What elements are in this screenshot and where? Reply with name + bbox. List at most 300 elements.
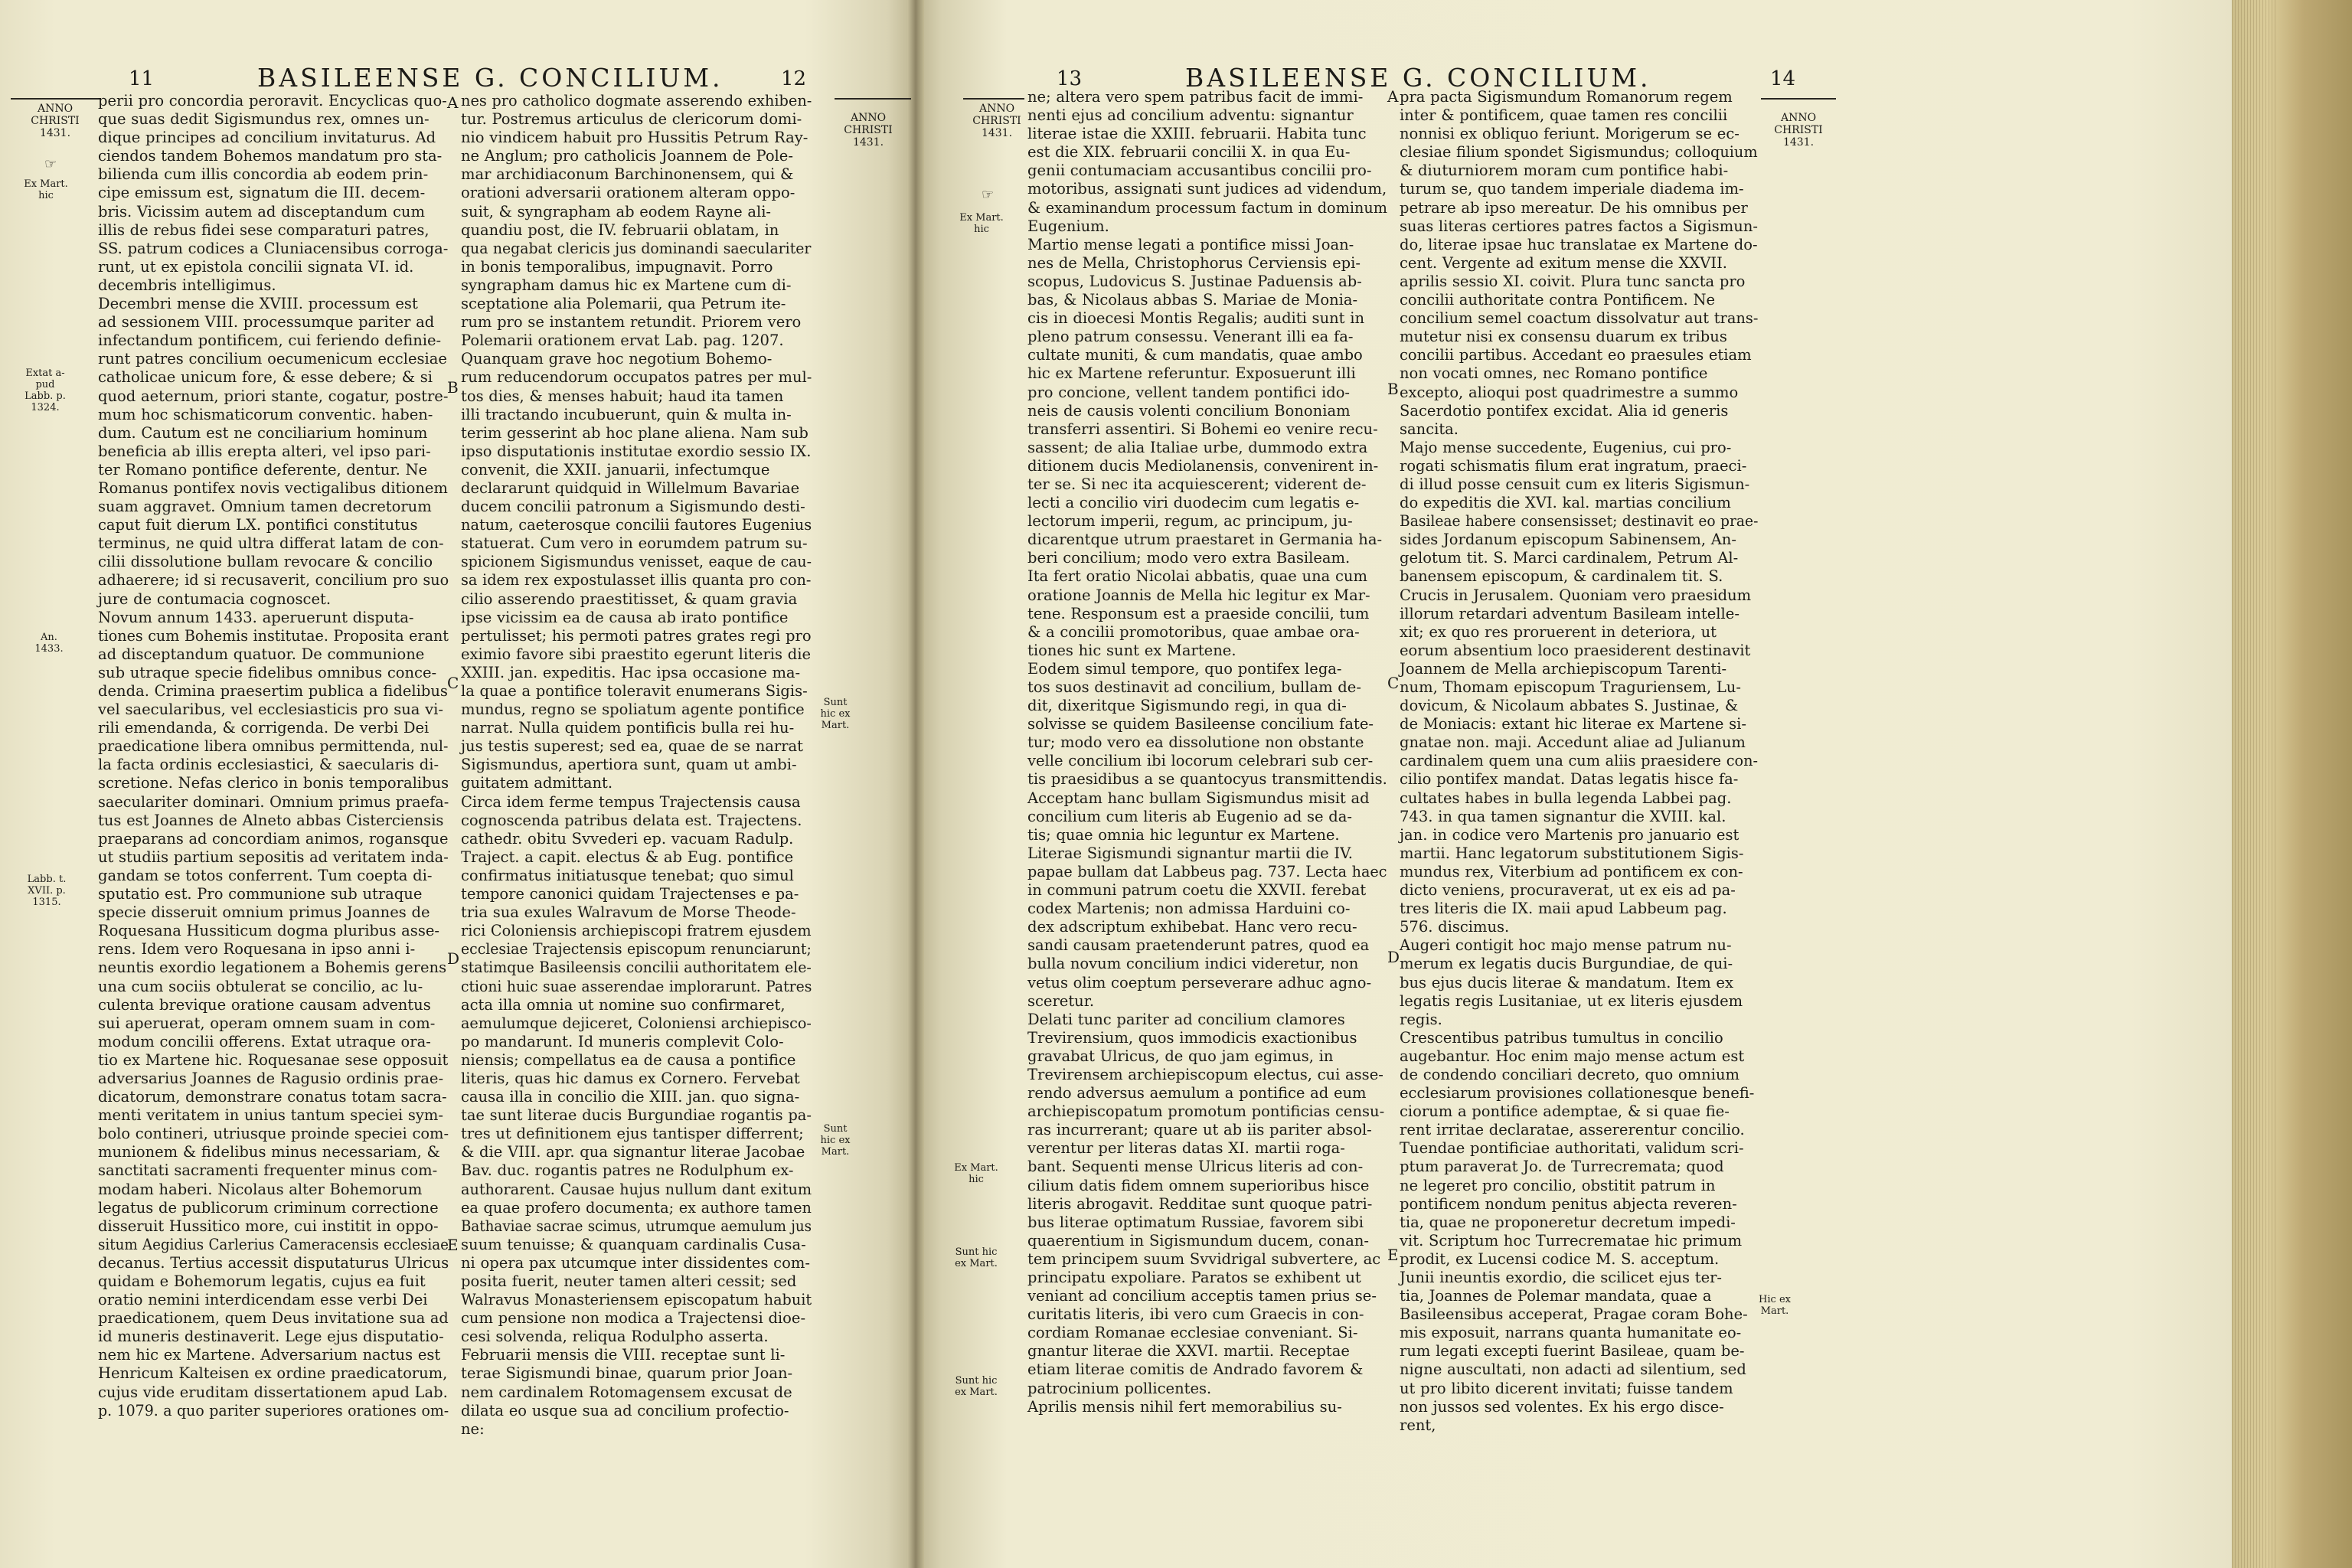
text-line: transferri assentiri. Si Bohemi eo venire recu- (1027, 420, 1378, 438)
text-line: cilio asserendo praestitisset, & quam gravia (461, 590, 798, 608)
text-line: la quae a pontifice toleravit enumerans Sigis- (461, 682, 808, 700)
text-line: mar archidiaconum Barchinonensem, qui & (461, 165, 794, 184)
page-number-14: 14 (1770, 67, 1796, 90)
text-line: bolo contineri, utriusque proinde speciei com- (98, 1125, 449, 1143)
text-line: merum ex legatis ducis Burgundiae, de qui- (1400, 955, 1733, 973)
text-line: pleno patrum consessu. Venerant illi ea fa- (1027, 328, 1354, 346)
text-line: tiones hic sunt ex Martene. (1027, 641, 1236, 659)
text-line: nes pro catholico dogmate asserendo exhiben- (461, 92, 812, 109)
text-line: Augeri contigit hoc majo mense patrum nu- (1400, 936, 1732, 955)
text-line: mundus, regno se spoliatum agente pontifice (461, 701, 805, 719)
text-line: suas literas certiores patres factos a Sigismun- (1400, 217, 1758, 235)
text-line: praedicationem, quem Deus invitatione sua ad (98, 1309, 449, 1328)
text-line: modum concilii offerens. Extat utraque ora- (98, 1032, 431, 1050)
text-line: cultate muniti, & cum mandatis, quae ambo (1027, 346, 1363, 364)
text-line: sandi causam praetenderunt patres, quod ea (1027, 936, 1370, 955)
margin-note-labb: Labb. t. XVII. p. 1315. (27, 874, 67, 908)
section-letter-right-e: E (1387, 1246, 1399, 1264)
text-line: ptum paraverat Jo. de Turrecremata; quod (1400, 1158, 1724, 1176)
margin-year-right-outer: ANNO CHRISTI 1431. (1774, 112, 1823, 149)
text-line: terae Sigismundi binae, quarum prior Joan- (461, 1364, 793, 1383)
text-line: bilienda cum illis concordia ab eodem prin- (98, 165, 429, 184)
margin-note-hic-ex-mart: Hic ex Mart. (1759, 1294, 1791, 1317)
text-line: cordiam Romanae ecclesiae conveniant. Si- (1027, 1324, 1358, 1342)
text-line: dicatorum, demonstrare conatus totam sacra- (98, 1088, 447, 1106)
text-line: banensem episcopum, & cardinalem tit. S. (1400, 567, 1723, 586)
manicule-icon: ☞ (44, 156, 57, 172)
text-line: bant. Sequenti mense Ulricus literis ad con- (1027, 1158, 1364, 1176)
page-number-12: 12 (781, 67, 807, 90)
left-margin-rule (11, 98, 101, 100)
text-line: eximio favore sibi praestito egerunt literis die (461, 645, 811, 663)
page-number-11: 11 (129, 67, 155, 90)
text-line: mundus rex, Viterbium ad pontificem ex con- (1400, 862, 1743, 880)
text-line: tia, quae ne proponeretur decretum impedi- (1400, 1213, 1736, 1231)
text-line: oratio nemini interdicendam esse verbi Dei (98, 1291, 428, 1309)
text-line: dicto veniens, procuraverat, ut ex eis ad pa- (1400, 881, 1736, 900)
text-line: ducem concilii patronum a Sigismundo desti- (461, 498, 805, 516)
text-line: mum hoc schismaticorum conventic. haben- (98, 405, 433, 423)
text-line: ut pro libito dicerent invitati; fuisse tandem (1400, 1379, 1733, 1397)
text-line: Februarii mensis die VIII. receptae sunt li- (461, 1346, 786, 1364)
text-line: ras incurrerant; quare ut ab iis pariter absol- (1027, 1121, 1372, 1139)
text-line: praedicatione libera omnibus permittenda, nul- (98, 737, 449, 756)
text-line: non jussos sed volentes. Ex his ergo disce- (1400, 1397, 1724, 1416)
text-line: declararunt quidquid in Willelmum Bavariae (461, 479, 800, 497)
text-line: ecclesiarum provisiones collationesque benefi- (1400, 1084, 1755, 1102)
text-line: ne Anglum; pro catholicis Joannem de Pole- (461, 147, 793, 165)
text-line: dique principes ad concilium invitaturus. Ad (98, 129, 436, 147)
text-line: literis abrogavit. Redditae sunt quoque patri- (1027, 1194, 1373, 1213)
text-line: ad sessionem VIII. processumque pariter ad (98, 313, 435, 332)
text-line: Junii ineuntis exordio, die scilicet ejus ter- (1400, 1269, 1723, 1286)
text-line: vit. Scriptum hoc Turrecrematae hic primum (1400, 1231, 1743, 1250)
right-running-head: BASILEENSE G. CONCILIUM. (1185, 63, 1651, 93)
text-line: Roquesana Hussiticum dogma pluribus asse- (98, 922, 439, 940)
text-line: pro concione, vellent tandem pontifici ido- (1027, 383, 1351, 401)
text-line: scopus, Ludovicus S. Justinae Paduensis ab- (1027, 272, 1362, 290)
text-line: infectandum pontificem, cui feriendo definie- (98, 332, 442, 350)
text-line: rogati schismatis filum erat ingratum, praeci- (1400, 456, 1747, 475)
text-line: literis, quas hic damus ex Cornero. Fervebat (461, 1069, 800, 1087)
text-line: Literae Sigismundi signantur martii die IV. (1027, 844, 1353, 862)
text-line: petrare ab ipso mereatur. De his omnibus per (1400, 198, 1748, 217)
text-line: Eugenium. (1027, 217, 1109, 235)
text-line: Delati tunc pariter ad concilium clamores (1027, 1010, 1345, 1028)
text-line: jus testis superest; sed ea, quae de se narrat (461, 737, 803, 756)
text-line: ecclesiae Trajectensis episcopum renunciarunt; (461, 940, 812, 959)
text-line: terminus, ne quid ultra differat latam de con- (98, 534, 444, 553)
text-line: bulla novum concilium indici videretur, non (1027, 955, 1359, 973)
text-line: situm Aegidius Carlerius Cameracensis ecclesiae (98, 1235, 449, 1253)
text-line: pontificem nondum penitus abjecta reveren- (1400, 1194, 1737, 1213)
text-line: ciendos tandem Bohemos mandatum pro sta- (98, 147, 443, 165)
text-line: de condendo conciliari decreto, quo omnium (1400, 1065, 1740, 1083)
margin-note-sunt-2: Sunt hic ex Mart. (820, 1123, 851, 1158)
text-line: caput fuit dierum LX. pontifici constitutus (98, 516, 418, 534)
text-line: Basileensibus acceperat, Pragae coram Bohe- (1400, 1305, 1748, 1324)
text-line: illis de rebus fidei sese comparaturi patres, (98, 220, 430, 239)
text-line: patrocinium pollicentes. (1027, 1379, 1212, 1397)
text-line: legatis regis Lusitaniae, ut ex literis ejusdem (1400, 991, 1743, 1010)
left-column-1 (98, 92, 449, 1420)
text-line: ipse vicissim ea de causa ab irato pontifice (461, 608, 789, 626)
text-line: gnantur literae die XXVI. martii. Receptae (1027, 1342, 1350, 1361)
text-line: ctioni huic suae asserendae implorarunt. Patres (461, 977, 812, 995)
text-line: oratione Joannis de Mella hic legitur ex Mar- (1027, 586, 1370, 604)
text-line: nonnisi ex obliquo feriunt. Morigerum se ec- (1400, 125, 1740, 143)
text-line: posita fuerit, neuter tamen alteri cessit; sed (461, 1272, 797, 1290)
text-line: Bav. duc. rogantis patres ne Rodulphum ex- (461, 1161, 794, 1180)
text-line: confirmatus initiatusque tenebat; quo simul (461, 866, 794, 884)
text-line: hic ex Martene referuntur. Exposuerunt illi (1027, 364, 1356, 383)
text-line: runt patres concilium oecumenicum ecclesiae (98, 350, 447, 368)
text-line: martii. Hanc legatorum substitutionem Sigis- (1400, 844, 1744, 862)
text-line: dilata eo usque sua ad concilium profectio- (461, 1401, 789, 1419)
text-line: aprilis sessio XI. coivit. Plura tunc sancta pro (1400, 272, 1746, 290)
text-line: vel saecularibus, vel ecclesiasticis pro sua vi- (98, 701, 443, 719)
text-line: terim gesserint ab hoc plane aliena. Nam sub (461, 423, 808, 442)
left-column-2 (461, 92, 812, 1439)
text-line: tiones cum Bohemis institutae. Proposita erant (98, 626, 449, 645)
text-line: excepto, alioqui post quadrimestre a summo (1400, 383, 1739, 401)
text-line: una cum sociis obtulerat se concilio, ac lu- (98, 977, 423, 995)
text-line: & a concilii promotoribus, quae ambae ora- (1027, 622, 1360, 641)
text-line: scretione. Nefas clerico in bonis temporalibus (98, 774, 449, 792)
text-line: ne; altera vero spem patribus facit de immi- (1027, 88, 1364, 106)
text-line: praeparans ad concordiam animos, rogansque (98, 829, 449, 848)
text-line: mis exposuit, narrans quanta humanitate eo- (1400, 1324, 1742, 1342)
text-line: dicarentque utrum praestaret in Germania ha- (1027, 531, 1383, 549)
margin-year-right: ANNO CHRISTI 1431. (972, 103, 1021, 139)
text-line: bas, & Nicolaus abbas S. Mariae de Monia- (1027, 291, 1358, 309)
text-line: & diuturniorem moram cum pontifice habi- (1400, 162, 1729, 180)
text-line: dovicum, & Nicolaum abbates S. Justinae, & (1400, 697, 1739, 715)
text-line: denda. Crimina praesertim publica a fidelibus (98, 682, 448, 700)
text-line: lectorum imperii, regum, ac principum, ju- (1027, 512, 1353, 531)
text-line: illorum retardari adventum Basileam intelle- (1400, 604, 1740, 622)
text-line: nenti ejus ad concilium adventu: signantur (1027, 106, 1354, 125)
text-line: Eodem simul tempore, quo pontifex lega- (1027, 659, 1342, 678)
section-letter-a: A (447, 93, 459, 112)
text-line: tempore canonici quidam Trajectenses e pa- (461, 885, 799, 903)
section-letter-right-a: A (1387, 87, 1399, 106)
text-line: narrat. Nulla quidem pontificis bulla rei hu- (461, 719, 795, 737)
text-line: tres ut definitionem ejus tantisper differrent; (461, 1125, 804, 1143)
text-line: Tuendae pontificiae authoritati, validum scri- (1400, 1139, 1744, 1158)
text-line: niensis; compellatus ea de causa a pontifice (461, 1050, 796, 1069)
text-line: tae sunt literae ducis Burgundiae rogantis pa- (461, 1106, 812, 1125)
text-line: tos dies, & menses habuit; haud ita tamen (461, 387, 784, 405)
left-margin-rule-right (835, 98, 911, 100)
text-line: decembris intelligimus. (98, 276, 276, 294)
text-line: Polemarii orationem ervat Lab. pag. 1207. (461, 332, 784, 350)
text-line: ne: (461, 1419, 485, 1438)
text-line: que suas dedit Sigismundus rex, omnes un- (98, 110, 430, 129)
text-line: veniant ad concilium acceptis tamen prius se- (1027, 1287, 1377, 1305)
text-line: bris. Vicissim autem ad disceptandum cum (98, 202, 425, 220)
text-line: non vocati omnes, nec Romano pontifice (1400, 364, 1708, 383)
text-line: de Moniacis: extant hic literae ex Martene si- (1400, 715, 1746, 733)
text-line: guitatem admittant. (461, 774, 613, 792)
text-line: velle concilium ibi locorum celebrari sub cer- (1027, 752, 1374, 770)
text-line: causa illa in concilio die XIII. jan. quo signa- (461, 1088, 800, 1106)
text-line: tres literis die IX. maii apud Labbeum pag. (1400, 900, 1727, 918)
text-line: principatu expoliare. Paratos se exhibent ut (1027, 1269, 1361, 1286)
text-line: rum legati excepti fuerint Basileae, quam be- (1400, 1342, 1745, 1361)
text-line: sancita. (1400, 420, 1459, 438)
text-line: 576. discimus. (1400, 918, 1510, 936)
text-line: cilio pontifex mandat. Datas legatis hisce fa- (1400, 770, 1739, 789)
text-line: rens. Idem vero Roquesana in ipso anni i- (98, 940, 416, 959)
margin-year-left-outer: ANNO CHRISTI 1431. (844, 112, 893, 149)
text-line: jure de contumacia cognoscet. (98, 590, 332, 608)
margin-year-left: ANNO CHRISTI 1431. (31, 103, 80, 139)
section-letter-right-b: B (1387, 380, 1399, 398)
section-letter-d: D (447, 949, 460, 968)
text-line: Crescentibus patribus tumultus in concilio (1400, 1028, 1723, 1047)
text-line: gnatae non. maji. Accedunt aliae ad Julianum (1400, 733, 1746, 752)
text-line: Circa idem ferme tempus Trajectensis causa (461, 792, 801, 811)
page-edge-lines (2232, 0, 2278, 1568)
text-line: beri concilium; modo vero extra Basileam. (1027, 549, 1351, 567)
right-column-1 (1027, 88, 1387, 1416)
text-line: tia, Joannes de Polemar mandata, quae a (1400, 1287, 1712, 1305)
margin-note-sunt-hic-2: Sunt hic ex Mart. (955, 1375, 998, 1398)
text-line: nem cardinalem Rotomagensem excusat de (461, 1383, 792, 1401)
text-line: sceretur. (1027, 991, 1095, 1010)
text-line: suum tenuisse; & quanquam cardinalis Cusa- (461, 1235, 806, 1253)
text-line: modam haberi. Nicolaus alter Bohemorum (98, 1180, 423, 1198)
text-line: neuntis exordio legationem a Bohemis gerens (98, 959, 447, 977)
text-line: convenit, die XXII. januarii, infectumque (461, 460, 770, 479)
text-line: dit, dixeritque Sigismundo regi, in qua di- (1027, 697, 1347, 715)
text-line: ne legeret pro concilio, obstitit patrum in (1400, 1176, 1716, 1194)
text-line: concilii partibus. Accedant eo praesules etiam (1400, 346, 1752, 364)
text-line: ter Romano pontifice deferente, dentur. Ne (98, 460, 428, 479)
text-line: ipso disputationis institutae exordio sessio IX. (461, 442, 812, 460)
text-line: ut studiis partium sepositis ad veritatem inda- (98, 848, 449, 866)
text-line: mutetur nisi ex consensu duarum ex tribus (1400, 328, 1727, 346)
text-line: orationi adversarii orationem alteram oppo- (461, 184, 795, 202)
text-line: Trevirensem archiepiscopum electus, cui asse- (1027, 1065, 1383, 1083)
text-line: aemulumque dejiceret, Coloniensi archiepisco- (461, 1014, 812, 1032)
text-line: illi tractando incubuerunt, quin & multa in- (461, 405, 792, 423)
text-line: tria sua exules Walravum de Morse Theode- (461, 903, 796, 922)
text-line: Ita fert oratio Nicolai abbatis, quae una cum (1027, 567, 1367, 586)
text-line: Aprilis mensis nihil fert memorabilius su- (1027, 1397, 1342, 1416)
text-line: prodit, ex Lucensi codice M. S. acceptum. (1400, 1250, 1720, 1268)
text-line: cent. Vergente ad exitum mense die XXVII. (1400, 253, 1727, 272)
text-line: ad disceptandum quatuor. De communione (98, 645, 425, 663)
text-line: cesi solvenda, reliqua Rodulpho asserta. (461, 1328, 769, 1346)
text-line: nigne auscultati, non adacti ad silentium, sed (1400, 1361, 1746, 1379)
text-line: concilii authoritate contra Pontificem. Ne (1400, 291, 1716, 309)
text-line: cardinalem quem una cum aliis praesidere con- (1400, 752, 1759, 770)
text-line: bus literae optimatum Russiae, favorem sibi (1027, 1213, 1364, 1231)
text-line: & examinandum processum factum in dominum (1027, 198, 1387, 217)
text-line: Majo mense succedente, Eugenius, cui pro- (1400, 438, 1732, 456)
text-line: turum se, quo tandem imperiale diadema im- (1400, 180, 1744, 198)
text-line: cis in dioecesi Montis Regalis; auditi sunt in (1027, 309, 1365, 328)
text-line: tem principem suum Svvidrigal subvertere, ac (1027, 1250, 1381, 1268)
text-line: beneficia ab illis erepta alteri, vel ipso pari- (98, 442, 431, 460)
text-line: di illud posse censuit cum ex literis Sigismun- (1400, 475, 1750, 493)
text-line: verentur per literas datas XI. martii roga- (1027, 1139, 1345, 1158)
margin-note-year-1433: An. 1433. (34, 632, 64, 655)
text-line: sui aperuerat, operam omnem suam in com- (98, 1014, 436, 1032)
text-line: rendo adversus aemulum a pontifice ad eum (1027, 1084, 1367, 1102)
text-line: Trevirensium, quos immodicis exactionibus (1027, 1028, 1357, 1047)
text-line: ter se. Si nec ita acquiescerent; viderent de- (1027, 475, 1367, 493)
text-line: cilii dissolutione bullam revocare & concilio (98, 553, 433, 571)
text-line: menti veritatem in unius tantum speciei sym- (98, 1106, 443, 1125)
text-line: curitatis literis, ibi vero cum Graecis in con- (1027, 1305, 1364, 1324)
text-line: saeculariter dominari. Omnium primus praefa- (98, 792, 449, 811)
text-line: in communi patrum coetu die XXVII. ferebat (1027, 881, 1367, 900)
text-line: tur; modo vero ea dissolutione non obstante (1027, 733, 1364, 752)
text-line: nio vindicem habuit pro Hussitis Petrum Ray- (461, 129, 808, 147)
margin-note-ex-mart: Ex Mart. hic (24, 178, 68, 201)
text-line: suam aggravet. Omnium tamen decretorum (98, 498, 432, 516)
text-line: sanctitati sacramenti frequenter minus com- (98, 1161, 438, 1180)
text-line: Martio mense legati a pontifice missi Joan- (1027, 235, 1354, 253)
text-line: quandiu post, die IV. februarii oblatam, in (461, 220, 779, 239)
text-line: motoribus, assignati sunt judices ad videndum, (1027, 180, 1387, 198)
text-line: quod aeternum, priori stante, cogatur, postre- (98, 387, 449, 405)
text-line: Sacerdotio pontifex excidat. Alia id generis (1400, 401, 1729, 420)
text-line: p. 1079. a quo pariter superiores orationes om- (98, 1401, 449, 1419)
text-line: tis praesidibus a se quantocyus transmittendis. (1027, 770, 1387, 789)
margin-note-ex-mart-1: Ex Mart. hic (959, 212, 1004, 235)
text-line: cilium datis fidem omnem superioribus hisce (1027, 1176, 1370, 1194)
text-line: sides Jordanum episcopum Sabinensem, An- (1400, 531, 1736, 549)
text-line: Novum annum 1433. aperuerunt disputa- (98, 608, 414, 626)
text-line: dex adscriptum exhibebat. Hanc vero recu- (1027, 918, 1357, 936)
text-line: id muneris destinaverit. Lege ejus disputatio- (98, 1328, 444, 1346)
section-letter-c: C (447, 674, 459, 692)
text-line: Henricum Kalteisen ex ordine praedicatorum, (98, 1364, 448, 1383)
text-line: Basileae habere consensisset; destinavit eo prae- (1400, 512, 1759, 531)
text-line: natum, caeterosque concilii fautores Eugenius (461, 516, 812, 534)
text-line: num, Thomam episcopum Traguriensem, Lu- (1400, 678, 1741, 696)
text-line: cum pensione non modica a Trajectensi dioe- (461, 1309, 806, 1328)
text-line: inter & pontificem, quae tamen res concilii (1400, 106, 1728, 125)
text-line: augebantur. Hoc enim majo mense actum est (1400, 1047, 1745, 1065)
text-line: rici Coloniensis archiepiscopi fratrem ejusdem (461, 922, 812, 940)
text-line: regis. (1400, 1010, 1442, 1028)
text-line: Romanus pontifex novis vectigalibus ditionem (98, 479, 448, 497)
text-line: suit, & syngrapham ab eodem Rayne ali- (461, 202, 772, 220)
text-line: ditionem ducis Mediolanensis, convenirent in- (1027, 456, 1379, 475)
text-line: sputatio est. Pro communione sub utraque (98, 885, 423, 903)
text-line: 743. in qua tamen signantur die XVIII. kal. (1400, 807, 1726, 825)
text-line: xit; ex quo res proruerent in deteriora, ut (1400, 622, 1717, 641)
text-line: Sigismundus, apertiora sunt, quam ut ambi- (461, 756, 797, 774)
manicule-icon-right: ☞ (982, 187, 995, 203)
text-line: specie disseruit omnium primus Joannes de (98, 903, 430, 922)
text-line: sub utraque specie fidelibus omnibus conce- (98, 663, 437, 681)
text-line: rum pro se instantem retundit. Priorem vero (461, 313, 802, 332)
book-gutter (907, 0, 924, 1568)
text-line: adversarius Joannes de Ragusio ordinis prae- (98, 1069, 444, 1087)
text-line: disseruit Hussitico more, cui institit in oppo- (98, 1217, 439, 1235)
text-line: acta illa omnia ut nomine suo confirmaret, (461, 995, 786, 1014)
text-line: rum reducendorum occupatos patres per mul- (461, 368, 812, 387)
text-line: dum. Cautum est ne conciliarium hominum (98, 423, 428, 442)
text-line: decanus. Tertius accessit disputaturus Ulricus (98, 1253, 449, 1272)
text-line: Crucis in Jerusalem. Quoniam vero praesidum (1400, 586, 1752, 604)
margin-note-ex-mart-2: Ex Mart. hic (954, 1162, 998, 1185)
text-line: tene. Responsum est a praeside concilii, tum (1027, 604, 1370, 622)
text-line: eorum absentium loco praesiderent destinavit (1400, 641, 1751, 659)
text-line: perii pro concordia peroravit. Encyclicas quo- (98, 92, 447, 109)
text-line: culenta brevique oratione causam adventus (98, 995, 431, 1014)
text-line: nes de Mella, Christophorus Cerviensis epi- (1027, 253, 1361, 272)
text-line: papae bullam dat Labbeus pag. 737. Lecta haec (1027, 862, 1387, 880)
right-margin-rule (963, 98, 1024, 100)
text-line: statimque Basileensis concilii authoritatem ele- (461, 959, 812, 977)
text-line: tio ex Martene hic. Roquesanae sese opposuit (98, 1050, 449, 1069)
text-line: sceptatione alia Polemarii, qua Petrum ite- (461, 295, 786, 313)
text-line: quidam e Bohemorum legatis, cujus ea fuit (98, 1272, 426, 1290)
text-line: gravabat Ulricus, de quo jam egimus, in (1027, 1047, 1334, 1065)
text-line: etiam literae comitis de Andrado favorem & (1027, 1361, 1364, 1379)
text-line: Decembri mense die XVIII. processum est (98, 295, 418, 313)
text-line: clesiae filium spondet Sigismundus; colloquium (1400, 143, 1758, 162)
text-line: XXIII. jan. expeditis. Hac ipsa occasione ma- (461, 663, 801, 681)
left-running-head: BASILEENSE G. CONCILIUM. (257, 63, 724, 93)
text-line: solvisse se quidem Basileense concilium fate- (1027, 715, 1374, 733)
text-line: bus ejus ducis literae & mandatum. Item ex (1400, 973, 1733, 991)
right-column-2 (1400, 88, 1758, 1435)
text-line: sassent; de alia Italiae urbe, dummodo extra (1027, 438, 1368, 456)
text-line: jan. in codice vero Martenis pro januario est (1400, 825, 1740, 844)
text-line: tos suos destinavit ad concilium, bullam de- (1027, 678, 1361, 696)
text-line: rili emendanda, & corrigenda. De verbi Dei (98, 719, 430, 737)
text-line: Walravus Monasteriensem episcopatum habuit (461, 1291, 812, 1309)
text-line: concilium cum literis ab Eugenio ad se da- (1027, 807, 1352, 825)
margin-note-extat: Extat a- pud Labb. p. 1324. (24, 368, 66, 413)
text-line: SS. patrum codices a Cluniacensibus corroga- (98, 239, 449, 257)
section-letter-right-d: D (1387, 948, 1400, 966)
text-line: po mandarunt. Id muneris complevit Colo- (461, 1032, 784, 1050)
text-line: & die VIII. apr. qua signantur literae Jacobae (461, 1143, 805, 1161)
text-line: gandam se totos conferrent. Tum coepta di- (98, 866, 433, 884)
text-line: quaerentium in Sigismundum ducem, conan- (1027, 1231, 1369, 1250)
text-line: pertulisset; his permoti patres grates regi pro (461, 626, 812, 645)
text-line: lecti a concilio viri duodecim cum legatis e- (1027, 494, 1360, 512)
text-line: tur. Postremus articulus de clericorum domi- (461, 110, 802, 129)
text-line: est die XIX. februarii concilii X. in qua Eu- (1027, 143, 1351, 162)
text-line: rent, (1400, 1416, 1436, 1434)
text-line: adhaerere; id si recusaverit, concilium pro suo (98, 571, 449, 590)
text-line: tus est Joannes de Alneto abbas Cisterciensis (98, 811, 444, 829)
section-letter-e: E (447, 1236, 459, 1254)
text-line: do expeditis die XVI. kal. martias concilium (1400, 494, 1731, 512)
text-line: sa idem rex expostulasset illis quanta pro con- (461, 571, 812, 590)
text-line: syngrapham damus hic ex Martene cum di- (461, 276, 792, 294)
text-line: in bonis temporalibus, impugnavit. Porro (461, 257, 773, 276)
text-line: cujus vide eruditam dissertationem apud Lab. (98, 1383, 448, 1401)
text-line: cipe emissum est, signatum die III. decem- (98, 184, 426, 202)
text-line: Traject. a capit. electus & ab Eug. pontifice (461, 848, 794, 866)
text-line: concilium semel coactum dissolvatur aut trans- (1400, 309, 1759, 328)
text-line: catholicae unicum fore, & esse debere; & si (98, 368, 433, 387)
section-letter-right-c: C (1387, 674, 1400, 692)
text-line: archiepiscopatum promotum pontificias censu- (1027, 1102, 1385, 1121)
text-line: ea quae profero documenta; ex authore tamen (461, 1198, 812, 1217)
